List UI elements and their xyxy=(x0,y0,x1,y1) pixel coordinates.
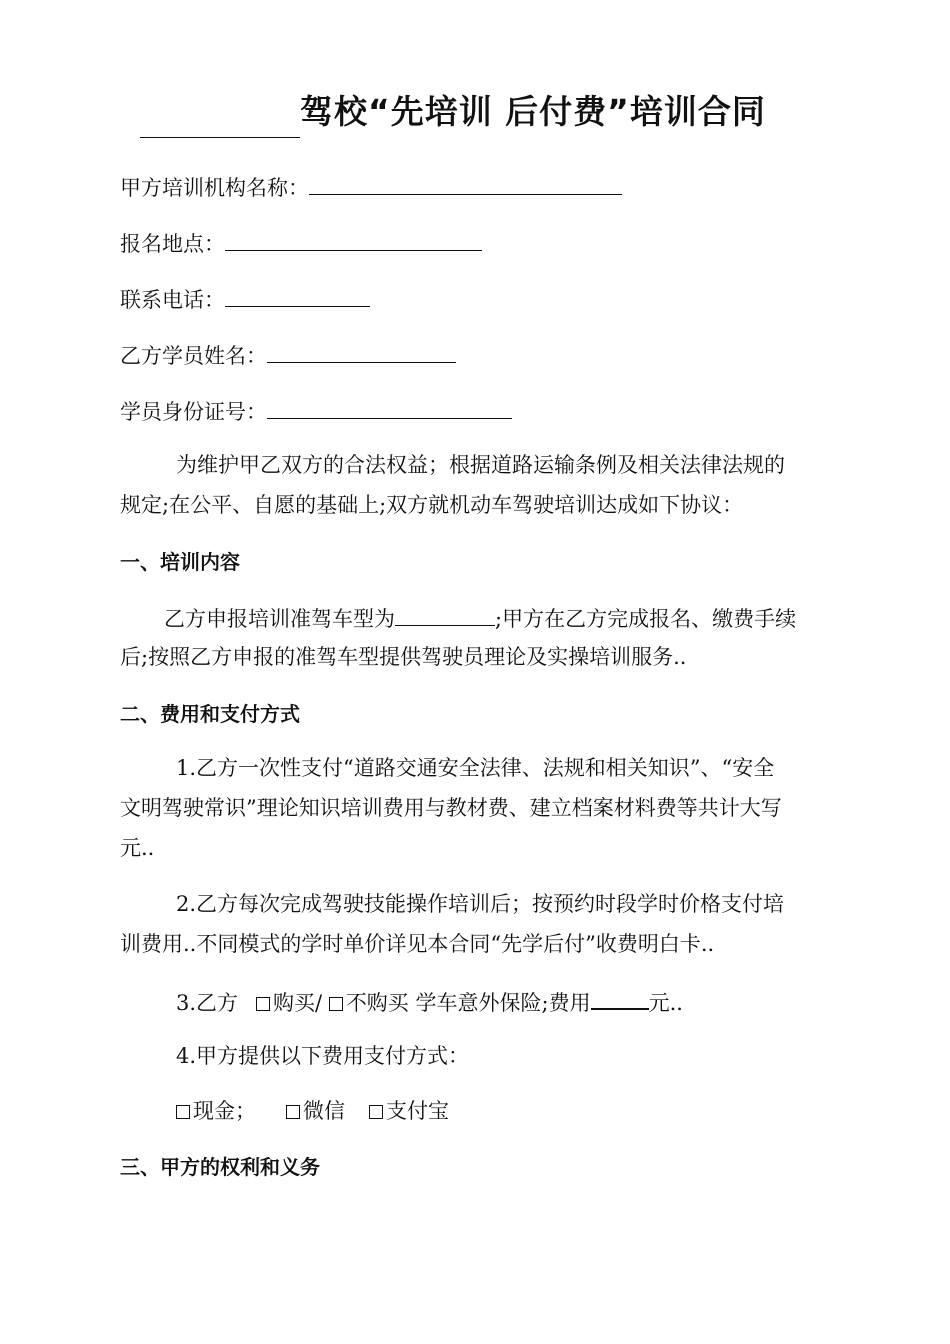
not-buy-insurance-label: 不购买 xyxy=(345,991,409,1015)
intro-line-2: 规定;在公平、自愿的基础上;双方就机动车驾驶培训达成如下协议： xyxy=(120,493,744,517)
cash-checkbox[interactable] xyxy=(176,1105,190,1119)
item-2-line-1: 2.乙方每次完成驾驶技能操作培训后；按预约时段学时价格支付培 xyxy=(176,892,785,916)
insurance-unit: 元.. xyxy=(648,991,683,1015)
id-number-label: 学员身份证号： xyxy=(120,400,267,424)
location-field xyxy=(120,226,482,258)
id-number-blank[interactable] xyxy=(267,394,512,419)
phone-label: 联系电话： xyxy=(120,288,225,312)
student-name-field xyxy=(120,338,456,370)
insurance-text: 学车意外保险;费用 xyxy=(415,991,591,1015)
item-3-prefix: 3.乙方 xyxy=(176,991,239,1015)
vehicle-type-blank[interactable] xyxy=(395,601,495,626)
wechat-checkbox[interactable] xyxy=(286,1105,300,1119)
phone-blank[interactable] xyxy=(225,282,370,307)
section-1-text-b: ;甲方在乙方完成报名、缴费手续 xyxy=(495,607,797,631)
item-4-line: 4.甲方提供以下费用支付方式： xyxy=(176,1044,470,1068)
section-3-heading: 三、甲方的权利和义务 xyxy=(120,1155,320,1179)
institution-label: 甲方培训机构名称： xyxy=(120,176,309,200)
id-number-field xyxy=(120,394,512,426)
section-1-line-1 xyxy=(164,601,796,633)
not-buy-insurance-checkbox[interactable] xyxy=(329,997,343,1011)
item-3-line xyxy=(176,984,683,1017)
item-1-line-3: 元.. xyxy=(120,836,155,860)
phone-field xyxy=(120,282,370,314)
item-1-line-2: 文明驾驶常识”理论知识培训费用与教材费、建立档案材料费等共计大写 xyxy=(120,796,782,820)
payment-methods xyxy=(176,1095,449,1125)
location-blank[interactable] xyxy=(225,226,482,251)
item-1-line-1: 1.乙方一次性支付“道路交通安全法律、法规和相关知识”、“安全 xyxy=(176,756,775,780)
institution-blank[interactable] xyxy=(309,170,622,195)
intro-line-1: 为维护甲乙双方的合法权益；根据道路运输条例及相关法律法规的 xyxy=(176,453,785,477)
insurance-fee-blank[interactable] xyxy=(591,984,649,1010)
alipay-checkbox[interactable] xyxy=(369,1105,383,1119)
section-2-heading: 二、费用和支付方式 xyxy=(120,702,300,726)
vehicle-type-text: 乙方申报培训准驾车型为 xyxy=(164,607,395,631)
location-label: 报名地点： xyxy=(120,232,225,256)
section-1-heading: 一、培训内容 xyxy=(120,550,240,574)
student-name-blank[interactable] xyxy=(267,338,456,363)
item-2-line-2: 训费用..不同模式的学时单价详见本合同“先学后付”收费明白卡.. xyxy=(120,932,715,956)
wechat-label: 微信 xyxy=(303,1099,345,1123)
institution-field xyxy=(120,170,622,202)
title-underline xyxy=(140,137,300,138)
section-1-line-2: 后;按照乙方申报的准驾车型提供驾驶员理论及实操培训服务.. xyxy=(120,645,687,669)
cash-label: 现金； xyxy=(193,1099,256,1123)
student-name-label: 乙方学员姓名： xyxy=(120,344,267,368)
document-title: 驾校“先培训 后付费”培训合同 xyxy=(300,92,766,131)
buy-insurance-label: 购买/ xyxy=(273,991,323,1015)
buy-insurance-checkbox[interactable] xyxy=(256,997,270,1011)
alipay-label: 支付宝 xyxy=(386,1099,449,1123)
